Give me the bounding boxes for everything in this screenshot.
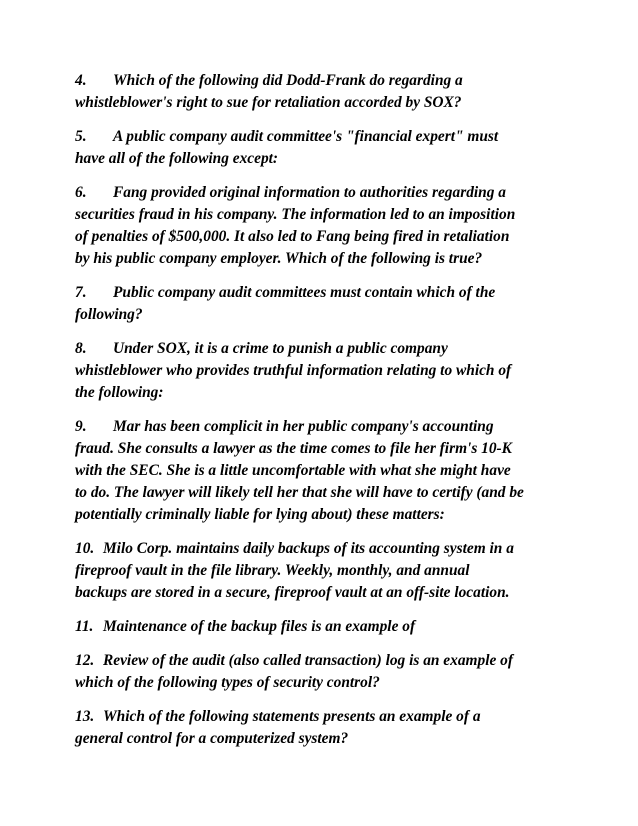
question-text: Maintenance of the backup files is an example of bbox=[103, 618, 416, 635]
question-number: 7. bbox=[75, 284, 87, 301]
question-text: by his public company employer. Which of the following is true? bbox=[75, 250, 483, 267]
question-text: which of the following types of security control? bbox=[75, 674, 380, 691]
question-13 bbox=[75, 706, 575, 750]
question-number: 8. bbox=[75, 340, 87, 357]
question-number: 10. bbox=[75, 540, 95, 557]
question-text: potentially criminally liable for lying about) these matters: bbox=[75, 506, 445, 523]
question-11 bbox=[75, 616, 575, 638]
question-number: 4. bbox=[75, 72, 87, 89]
question-line bbox=[75, 126, 575, 148]
question-text: the following: bbox=[75, 384, 164, 401]
question-8 bbox=[75, 338, 575, 404]
question-line bbox=[75, 282, 575, 304]
question-9 bbox=[75, 416, 575, 526]
question-text: Which of the following statements presents an example of a bbox=[103, 708, 481, 725]
question-number: 5. bbox=[75, 128, 87, 145]
question-text: following? bbox=[75, 306, 143, 323]
question-text: whistleblower who provides truthful information relating to which of bbox=[75, 362, 512, 379]
question-line bbox=[75, 182, 575, 204]
question-text: Review of the audit (also called transaction) log is an example of bbox=[103, 652, 513, 669]
question-number: 6. bbox=[75, 184, 87, 201]
question-text: Mar has been complicit in her public company's accounting bbox=[113, 418, 494, 435]
question-text: Which of the following did Dodd-Frank do regarding a bbox=[113, 72, 463, 89]
question-number: 12. bbox=[75, 652, 95, 669]
question-5 bbox=[75, 126, 575, 170]
question-text: have all of the following except: bbox=[75, 150, 279, 167]
question-number: 13. bbox=[75, 708, 95, 725]
question-text: Public company audit committees must contain which of the bbox=[113, 284, 496, 301]
question-text: Under SOX, it is a crime to punish a public company bbox=[113, 340, 448, 357]
question-text: backups are stored in a secure, fireproof vault at an off-site location. bbox=[75, 584, 510, 601]
question-text: fraud. She consults a lawyer as the time comes to file her firm's 10-K bbox=[75, 440, 512, 457]
question-line bbox=[75, 70, 575, 92]
question-10 bbox=[75, 538, 575, 604]
question-text: whistleblower's right to sue for retaliation accorded by SOX? bbox=[75, 94, 462, 111]
question-number: 11. bbox=[75, 618, 94, 635]
question-line bbox=[75, 616, 575, 638]
question-4 bbox=[75, 70, 575, 114]
question-text: general control for a computerized system? bbox=[75, 730, 349, 747]
question-line bbox=[75, 538, 575, 560]
question-line bbox=[75, 416, 575, 438]
question-text: of penalties of $500,000. It also led to Fang being fired in retaliation bbox=[75, 228, 510, 245]
question-text: fireproof vault in the file library. Weekly, monthly, and annual bbox=[75, 562, 470, 579]
question-text: Milo Corp. maintains daily backups of its accounting system in a bbox=[103, 540, 514, 557]
question-7 bbox=[75, 282, 575, 326]
question-number: 9. bbox=[75, 418, 87, 435]
question-text: with the SEC. She is a little uncomfortable with what she might have bbox=[75, 462, 511, 479]
question-line bbox=[75, 650, 575, 672]
question-text: Fang provided original information to authorities regarding a bbox=[113, 184, 506, 201]
question-text: to do. The lawyer will likely tell her that she will have to certify (and be bbox=[75, 484, 524, 501]
question-list bbox=[75, 70, 575, 762]
question-text: A public company audit committee's "financial expert" must bbox=[113, 128, 499, 145]
question-text: securities fraud in his company. The information led to an imposition bbox=[75, 206, 516, 223]
question-6 bbox=[75, 182, 575, 270]
question-12 bbox=[75, 650, 575, 694]
question-line bbox=[75, 338, 575, 360]
question-line bbox=[75, 706, 575, 728]
